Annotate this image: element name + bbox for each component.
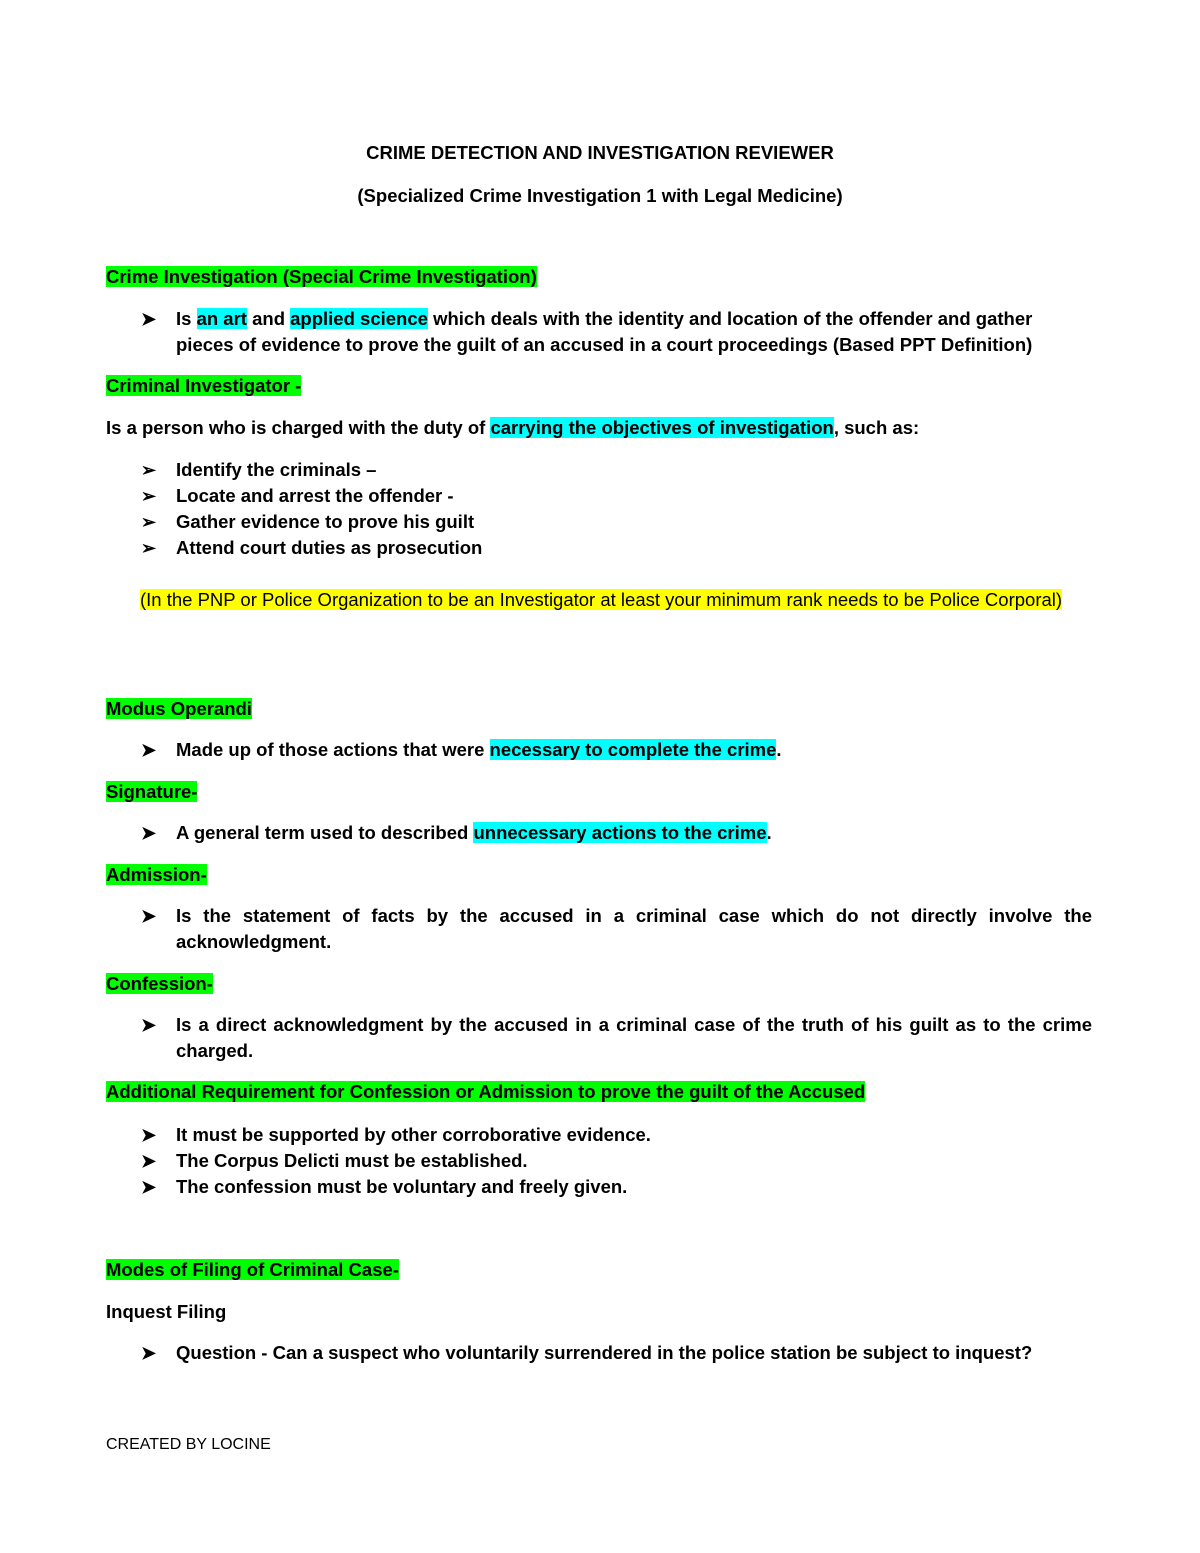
section-heading-modes-of-filing: Modes of Filing of Criminal Case- xyxy=(106,1259,399,1280)
bullet-text: Question - Can a suspect who voluntarily surrendered in the police station be subject to inquest? xyxy=(176,1342,1033,1363)
section-heading-crime-investigation: Crime Investigation (Special Crime Investigation) xyxy=(106,266,537,287)
filled-arrow-bullet-icon: ➤ xyxy=(141,1177,157,1197)
page-footer: CREATED BY LOCINE xyxy=(106,1436,271,1453)
paragraph: Is a person who is charged with the duty of carrying the objectives of investigation, such as: xyxy=(106,417,920,438)
list-item: Gather evidence to prove his guilt xyxy=(176,511,475,532)
bullet-paragraph: Is a direct acknowledgment by the accused in a criminal case of the truth of his guilt as to the crime charged. xyxy=(176,1014,1092,1061)
filled-arrow-bullet-icon: ➤ xyxy=(141,1151,157,1171)
highlighted-note: (In the PNP or Police Organization to be an Investigator at least your minimum rank needs to be Police Corporal) xyxy=(140,589,1063,610)
bullet-text: Is an art and applied science which deals with the identity and location of the offender and gather xyxy=(176,308,1033,329)
bullet-text: Made up of those actions that were necessary to complete the crime. xyxy=(176,739,782,760)
page-subtitle: (Specialized Crime Investigation 1 with Legal Medicine) xyxy=(357,185,843,206)
list-item: Locate and arrest the offender - xyxy=(176,485,454,506)
section-heading-confession: Confession- xyxy=(106,973,213,994)
outline-arrow-bullet-icon: ➢ xyxy=(141,486,157,506)
filled-arrow-bullet-icon: ➤ xyxy=(141,823,157,843)
section-heading-criminal-investigator: Criminal Investigator - xyxy=(106,375,302,396)
filled-arrow-bullet-icon: ➤ xyxy=(141,1125,157,1145)
list-item: The confession must be voluntary and freely given. xyxy=(176,1176,628,1197)
list-item: Attend court duties as prosecution xyxy=(176,537,483,558)
outline-arrow-bullet-icon: ➢ xyxy=(141,512,157,532)
filled-arrow-bullet-icon: ➤ xyxy=(141,1343,157,1363)
list-item: The Corpus Delicti must be established. xyxy=(176,1150,528,1171)
filled-arrow-bullet-icon: ➤ xyxy=(141,906,157,926)
subheading-inquest-filing: Inquest Filing xyxy=(106,1301,227,1322)
outline-arrow-bullet-icon: ➢ xyxy=(141,460,157,480)
bullet-paragraph: Is the statement of facts by the accused in a criminal case which do not directly involve the acknowledgment. xyxy=(176,905,1092,952)
list-item: It must be supported by other corroborative evidence. xyxy=(176,1124,651,1145)
section-heading-additional-requirement: Additional Requirement for Confession or Admission to prove the guilt of the Accused xyxy=(106,1081,866,1102)
bullet-text-continuation: pieces of evidence to prove the guilt of an accused in a court proceedings (Based PPT Definition) xyxy=(176,334,1033,355)
section-heading-admission: Admission- xyxy=(106,864,207,885)
filled-arrow-bullet-icon: ➤ xyxy=(141,309,157,329)
list-item: Identify the criminals – xyxy=(176,459,377,480)
filled-arrow-bullet-icon: ➤ xyxy=(141,1015,157,1035)
bullet-text: A general term used to described unnecessary actions to the crime. xyxy=(176,822,772,843)
filled-arrow-bullet-icon: ➤ xyxy=(141,740,157,760)
outline-arrow-bullet-icon: ➢ xyxy=(141,538,157,558)
section-heading-signature: Signature- xyxy=(106,781,198,802)
page-title: CRIME DETECTION AND INVESTIGATION REVIEWER xyxy=(366,142,834,163)
section-heading-modus-operandi: Modus Operandi xyxy=(106,698,252,719)
